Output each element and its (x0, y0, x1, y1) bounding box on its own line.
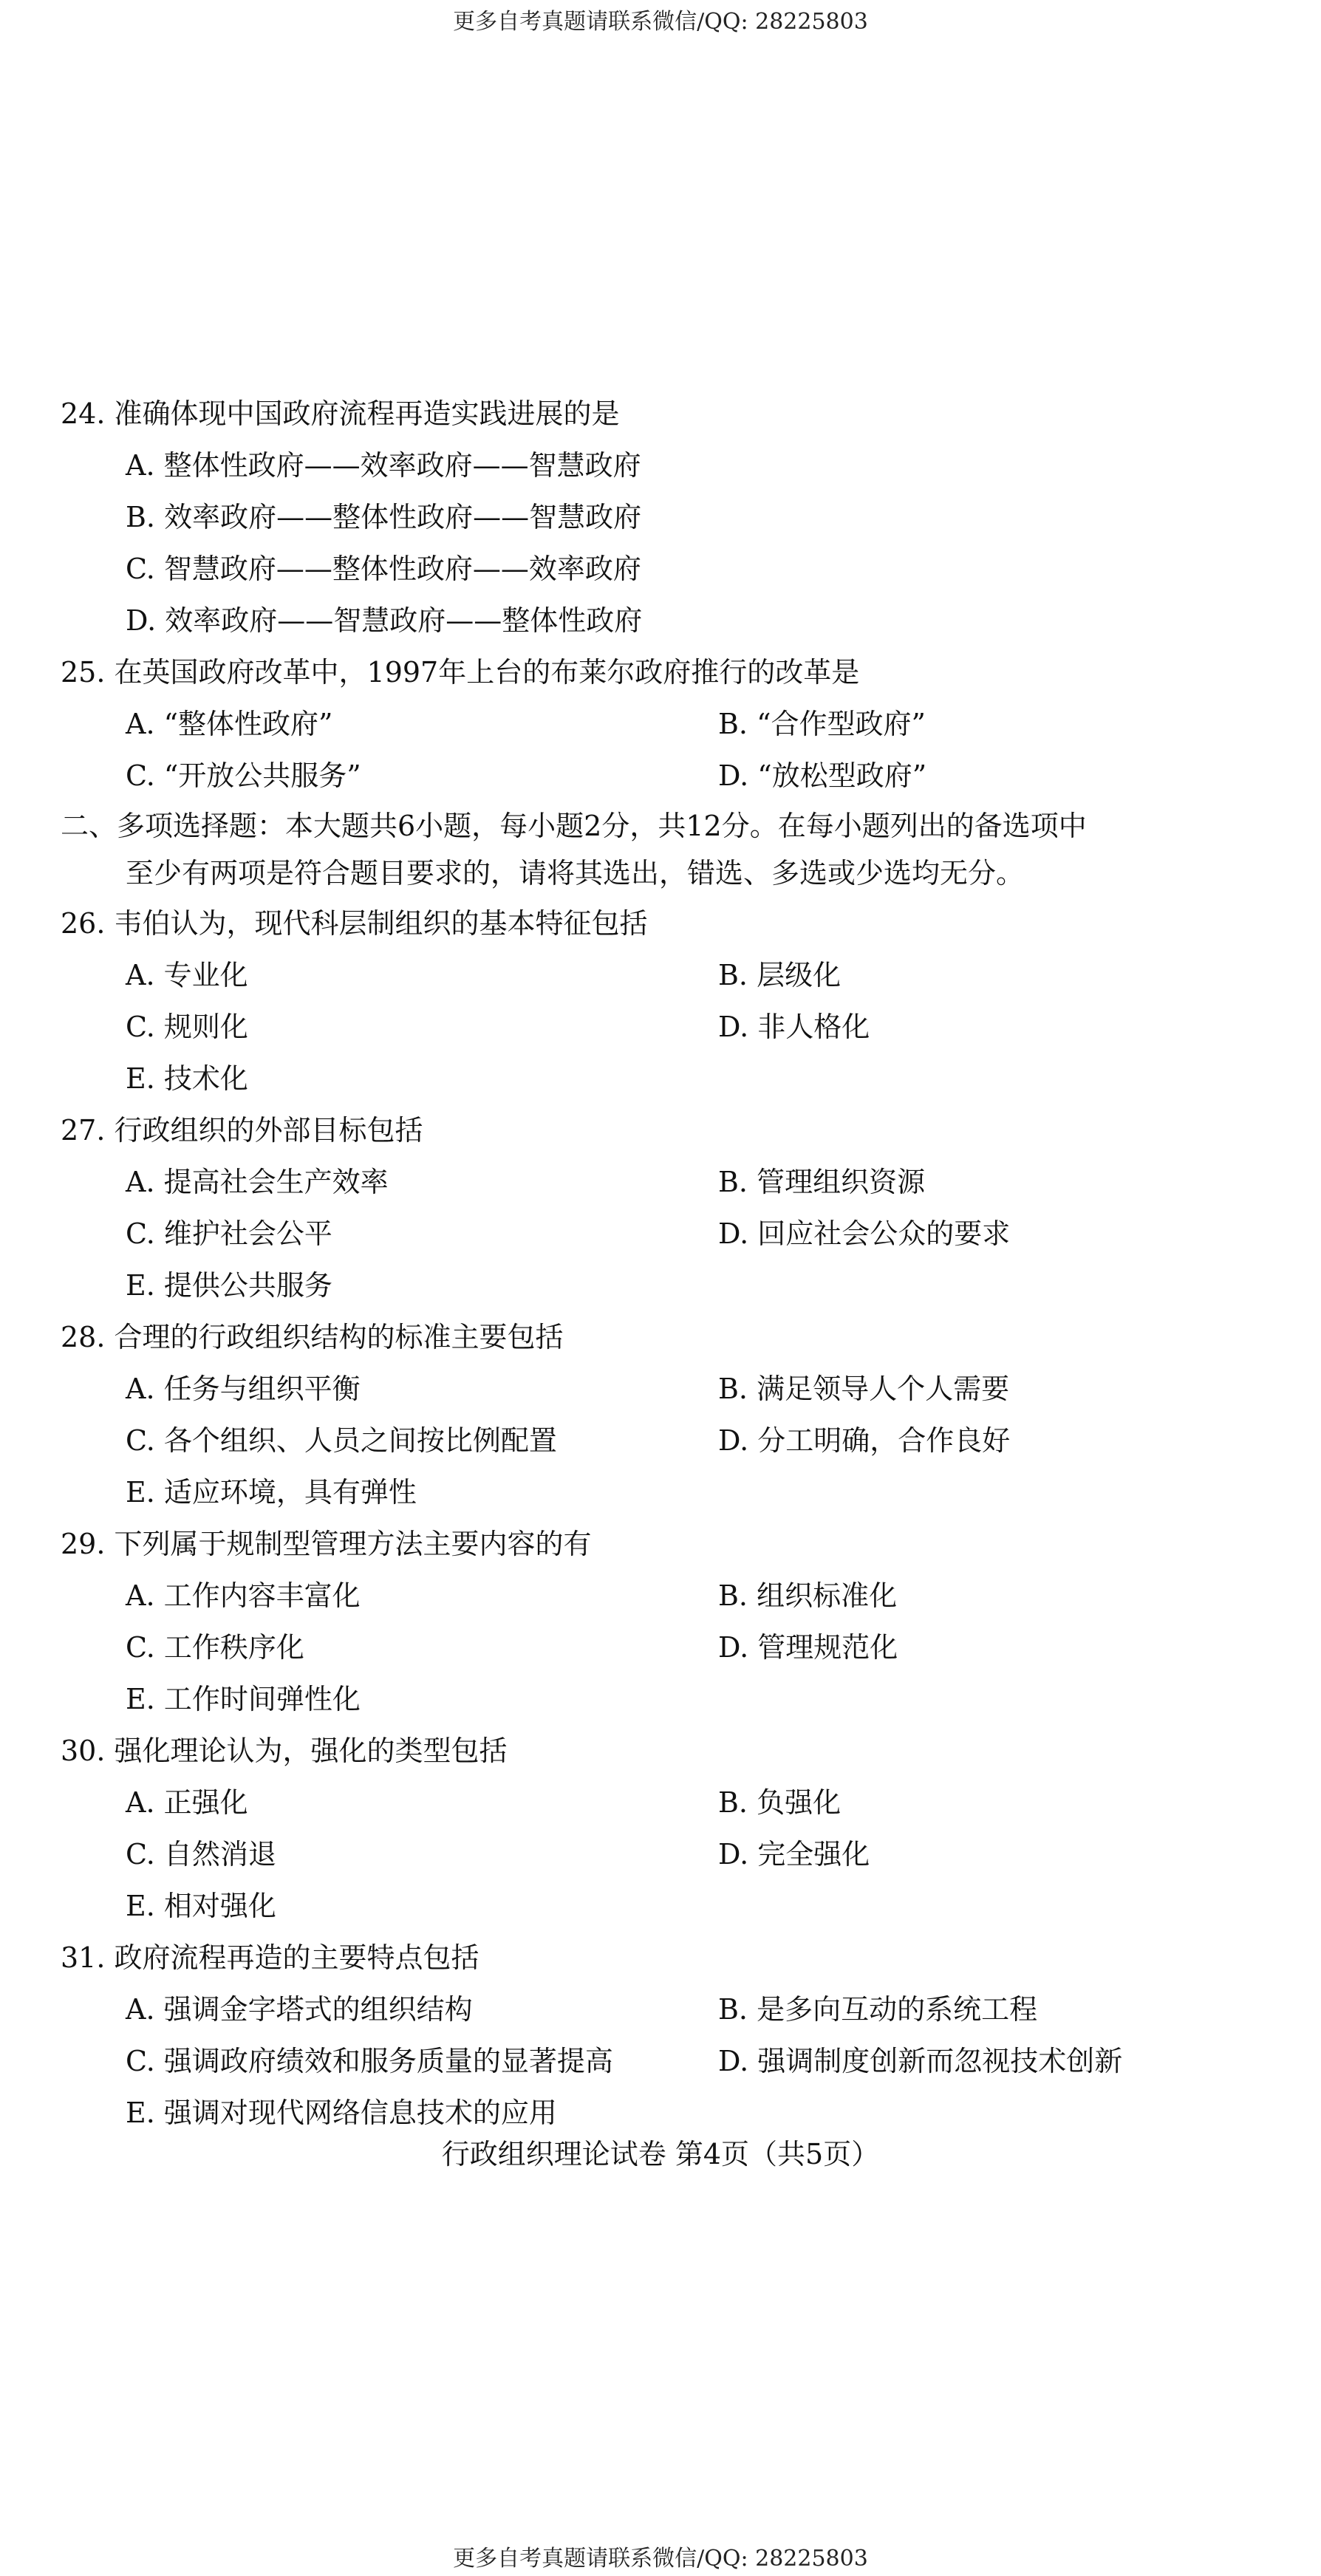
question-26-option-e: E. 技术化 (126, 1062, 248, 1095)
question-29-option-c: C. 工作秩序化 (126, 1631, 304, 1664)
question-24-option-c: C. 智慧政府——整体性政府——效率政府 (126, 553, 641, 585)
question-28-option-b: B. 满足领导人个人需要 (718, 1373, 1010, 1405)
watermark-top: 更多自考真题请联系微信/QQ: 28225803 (453, 9, 868, 35)
page-footer: 行政组织理论试卷 第4页（共5页） (441, 2138, 880, 2170)
question-25-option-b: B. “合作型政府” (718, 708, 926, 740)
question-29-option-d: D. 管理规范化 (718, 1631, 898, 1664)
question-27-option-c: C. 维护社会公平 (126, 1217, 332, 1250)
question-27-option-d: D. 回应社会公众的要求 (718, 1217, 1011, 1250)
section-2-instructions: 至少有两项是符合题目要求的，请将其选出，错选、多选或少选均无分。 (126, 857, 1025, 889)
question-27-option-b: B. 管理组织资源 (718, 1166, 926, 1198)
question-29-option-a: A. 工作内容丰富化 (126, 1579, 361, 1612)
question-24-option-a: A. 整体性政府——效率政府——智慧政府 (126, 449, 641, 482)
question-27-option-e: E. 提供公共服务 (126, 1269, 332, 1302)
section-2-heading: 二、多项选择题：本大题共6小题，每小题2分，共12分。在每小题列出的备选项中 (61, 810, 1087, 842)
question-31-option-e: E. 强调对现代网络信息技术的应用 (126, 2097, 557, 2129)
question-30-option-a: A. 正强化 (126, 1786, 248, 1819)
question-29-option-b: B. 组织标准化 (718, 1579, 898, 1612)
question-24-option-b: B. 效率政府——整体性政府——智慧政府 (126, 501, 642, 533)
question-31-option-d: D. 强调制度创新而忽视技术创新 (718, 2045, 1123, 2077)
question-28-option-d: D. 分工明确，合作良好 (718, 1424, 1011, 1457)
question-30-option-e: E. 相对强化 (126, 1890, 276, 1922)
question-30-option-b: B. 负强化 (718, 1786, 842, 1819)
question-27-stem: 27. 行政组织的外部目标包括 (61, 1114, 423, 1147)
question-28-option-c: C. 各个组织、人员之间按比例配置 (126, 1424, 557, 1457)
question-30-option-c: C. 自然消退 (126, 1838, 276, 1870)
question-31-stem: 31. 政府流程再造的主要特点包括 (61, 1941, 479, 1974)
question-30-option-d: D. 完全强化 (718, 1838, 870, 1870)
question-29-option-e: E. 工作时间弹性化 (126, 1683, 361, 1715)
question-31-option-b: B. 是多向互动的系统工程 (718, 1993, 1038, 2026)
question-28-option-a: A. 任务与组织平衡 (126, 1373, 361, 1405)
question-27-option-a: A. 提高社会生产效率 (126, 1166, 389, 1198)
question-28-stem: 28. 合理的行政组织结构的标准主要包括 (61, 1321, 564, 1353)
question-26-option-d: D. 非人格化 (718, 1011, 870, 1043)
question-31-option-a: A. 强调金字塔式的组织结构 (126, 1993, 473, 2026)
watermark-bottom: 更多自考真题请联系微信/QQ: 28225803 (453, 2546, 868, 2572)
question-30-stem: 30. 强化理论认为，强化的类型包括 (61, 1735, 508, 1767)
question-26-option-c: C. 规则化 (126, 1011, 248, 1043)
question-26-option-b: B. 层级化 (718, 959, 842, 991)
question-25-option-c: C. “开放公共服务” (126, 759, 361, 792)
question-25-option-a: A. “整体性政府” (126, 708, 333, 740)
question-29-stem: 29. 下列属于规制型管理方法主要内容的有 (61, 1528, 592, 1560)
question-28-option-e: E. 适应环境，具有弹性 (126, 1476, 417, 1509)
question-24-option-d: D. 效率政府——智慧政府——整体性政府 (126, 604, 643, 637)
question-26-stem: 26. 韦伯认为，现代科层制组织的基本特征包括 (61, 907, 648, 940)
question-25-stem: 25. 在英国政府改革中，1997年上台的布莱尔政府推行的改革是 (61, 656, 860, 689)
question-25-option-d: D. “放松型政府” (718, 759, 927, 792)
question-24-stem: 24. 准确体现中国政府流程再造实践进展的是 (61, 397, 620, 430)
question-31-option-c: C. 强调政府绩效和服务质量的显著提高 (126, 2045, 613, 2077)
question-26-option-a: A. 专业化 (126, 959, 248, 991)
